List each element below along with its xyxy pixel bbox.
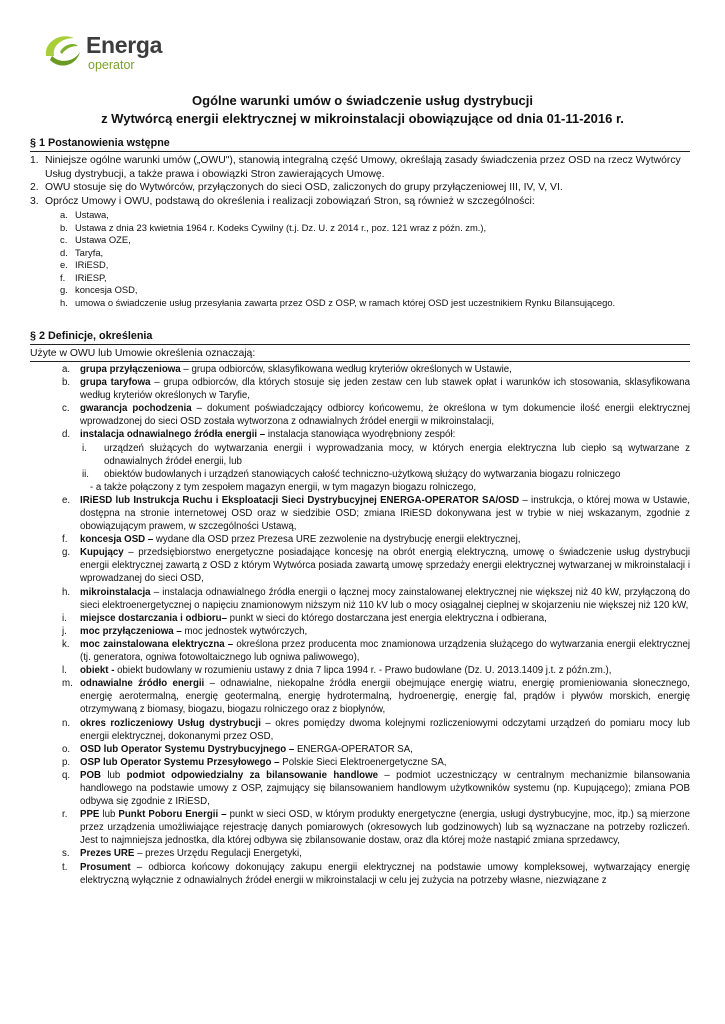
definition-term: moc przyłączeniowa –	[80, 625, 182, 637]
definition-item	[30, 677, 690, 716]
definition-text: instalacja stanowiąca wyodrębniony zespół:	[265, 429, 456, 441]
definition-term: koncesja OSD –	[80, 534, 154, 546]
section-1-item	[30, 195, 690, 310]
list-item	[45, 234, 690, 247]
item-letter: b.	[62, 377, 71, 389]
definition-text: – instrukcja, o której mowa w Ustawie, dostępna na stronie internetowej OSD oraz w siedzibie OSD; zmiana IRiESD dokonywana jest w trybie w niej wskazanym, zgodnie z obowiązującym prawem, w szczególności Ustawą,	[80, 494, 690, 533]
item-letter: h.	[62, 586, 71, 598]
section-2-intro: Użyte w OWU lub Umowie określenia oznaczają:	[30, 347, 690, 362]
definition-item	[30, 376, 690, 402]
definition-item	[30, 586, 690, 612]
definition-text: – grupa odbiorców, sklasyfikowana według kryteriów określonych w Ustawie,	[180, 363, 512, 375]
item-letter: k.	[62, 638, 70, 650]
definition-text: – dokument poświadczający odbiorcy końcowemu, że określona w tym dokumencie ilość energii elektrycznej wprowadzonej do sieci OSD została wytworzona z odnawialnych źródeł energii w mikroinstalacji,	[80, 403, 691, 428]
item-letter: g.	[60, 284, 68, 296]
logo-brand: Energa	[86, 32, 163, 58]
definition-term: Prosument	[80, 861, 131, 873]
title-line-2: z Wytwórcą energii elektrycznej w mikroinstalacji obowiązujące od dnia 01-11-2016 r.	[101, 111, 624, 126]
definition-item	[30, 363, 690, 376]
item-text: obiektów budowlanych i urządzeń stanowiących całość techniczno-użytkową służący do wytwarzania biogazu rolniczego	[104, 468, 621, 480]
definition-term: IRiESD lub Instrukcja Ruchu i Eksploatacji Sieci Dystrybucyjnej ENERGA-OPERATOR SA/OSD	[80, 494, 520, 506]
definition-d-tail: - a także połączony z tym zespołem magazyn energii, w tym magazyn biogazu rolniczego,	[90, 481, 477, 493]
item-letter: l.	[62, 665, 67, 677]
definition-text: – okres pomiędzy dwoma kolejnymi rozliczeniowymi odczytami urządzeń do pomiaru mocy lub energii elektrycznej, dokonanymi przez OSD,	[80, 717, 690, 742]
section-1-sublist	[45, 209, 690, 309]
definition-term: instalacja odnawialnego źródła energii –	[80, 429, 266, 441]
logo-sub: operator	[88, 58, 135, 72]
list-item	[45, 247, 690, 260]
definition-term: miejsce dostarczania i odbioru–	[80, 612, 227, 624]
item-numeral: i.	[82, 442, 87, 454]
definition-term: moc zainstalowana elektryczna –	[80, 638, 234, 650]
definition-text: – instalacja odnawialnego źródła energii o łącznej mocy zainstalowanej elektrycznej nie większej niż 40 kW, przyłączoną do sieci elektroenergetycznej o napięciu znamionowym niższym niż 110 kV lub o mocy osiągalnej cieplnej w skojarzeniu nie większej niż 120 kW,	[80, 586, 690, 611]
item-text: Ustawa OZE,	[75, 234, 131, 246]
section-1-heading: § 1 Postanowienia wstępne	[30, 136, 690, 152]
item-letter: a.	[62, 363, 71, 375]
energa-swoosh-icon	[40, 30, 84, 74]
item-letter: e.	[62, 494, 71, 506]
item-letter: e.	[60, 259, 68, 271]
definition-item	[30, 612, 690, 625]
item-number: 3.	[30, 195, 39, 207]
item-letter: b.	[60, 221, 68, 233]
definition-term: gwarancja pochodzenia	[80, 403, 192, 415]
definition-d-sublist	[80, 442, 690, 481]
definition-item	[30, 664, 690, 677]
list-item	[80, 468, 690, 481]
definition-text: Polskie Sieci Elektroenergetyczne SA,	[279, 756, 447, 768]
definition-term: grupa przyłączeniowa	[80, 363, 181, 375]
definition-term: Kupujący	[80, 547, 124, 559]
item-letter: f.	[62, 534, 68, 546]
definition-item	[30, 494, 690, 533]
definition-text: obiekt budowlany w rozumieniu ustawy z dnia 7 lipca 1994 r. - Prawo budowlane (Dz. U. 2013.1409 j.t. z późn.zm.),	[114, 665, 612, 677]
list-item	[45, 272, 690, 285]
document-body	[30, 136, 690, 887]
definition-item	[30, 808, 690, 847]
list-item	[45, 222, 690, 235]
definition-item	[30, 861, 690, 887]
definition-text: – przedsiębiorstwo energetyczne posiadające koncesję na obrót energią elektryczną, umowę o świadczenie usług dystrybucji energii elektrycznej zawartą z OSD z którym Wytwórca posiada zawartą umowę sprzedaży energii elektrycznej wytwarzanej w mikroinstalacji i wprowadzanej do sieci OSD,	[80, 547, 690, 585]
definition-text: – podmiot uczestniczący w centralnym mechanizmie bilansowania handlowego na podstawie umowy z OSP, zajmujący się bilansowaniem handlowym użytkowników systemu (np. Kupującego); zmiana POB odbywa się zgodnie z IRiESD,	[80, 769, 691, 808]
item-text: koncesja OSD,	[75, 284, 138, 296]
section-2-heading: § 2 Definicje, określenia	[30, 329, 690, 345]
item-letter: a.	[60, 209, 68, 221]
item-letter: o.	[62, 743, 71, 755]
definition-term: OSD lub Operator Systemu Dystrybucyjnego –	[80, 743, 295, 755]
definition-item	[30, 743, 690, 756]
definition-text: ENERGA-OPERATOR SA,	[294, 743, 413, 755]
section-1-item	[30, 181, 690, 195]
list-item	[45, 297, 690, 310]
list-item	[80, 442, 690, 468]
definition-text: wydane dla OSD przez Prezesa URE zezwolenie na dystrybucję energii elektrycznej,	[153, 534, 521, 546]
item-letter: i.	[62, 612, 67, 624]
definition-text: – odbiorca końcowy dokonujący zakupu energii elektrycznej na podstawie umowy kompleksowej, wytwarzający energię elektryczną wyłącznie z odnawialnych źródeł energii w mikroinstalacji w celu jej zużycia na potrzeby własne, niezwiązane z	[80, 861, 690, 886]
definition-term: OSP lub Operator Systemu Przesyłowego –	[80, 756, 280, 768]
item-letter: h.	[60, 296, 68, 308]
section-1-list	[30, 154, 690, 309]
definition-item	[30, 546, 690, 585]
definition-term: Punkt Poboru Energii –	[118, 809, 227, 821]
title-line-1: Ogólne warunki umów o świadczenie usług dystrybucji	[192, 93, 533, 108]
definition-text: – grupa odbiorców, dla których stosuje się jeden zestaw cen lub stawek opłat i warunków ich stosowania, sklasyfikowana według kryteriów określonych w Taryfie,	[80, 377, 690, 402]
list-item	[45, 284, 690, 297]
definition-text: lub	[99, 809, 119, 821]
section-1-item	[30, 154, 690, 181]
item-text: Ustawa,	[75, 209, 109, 221]
definitions-list	[30, 363, 690, 887]
item-number: 2.	[30, 182, 39, 194]
energa-operator-logo	[40, 30, 170, 78]
definition-text: określona przez producenta moc znamionowa urządzenia służącego do wytwarzania energii elektrycznej (tj. generatora, ogniwa fotowoltaicznego lub ogniwa paliwowego),	[80, 638, 690, 664]
definition-text: – odnawialne, niekopalne źródła energii obejmujące energię wiatru, energię promieniowania słonecznego, energię aerotermalną, energię geotermalną, energię hydrotermalną, hydroenergię, energię fal, prądów i pływów morskich, energię otrzymywaną z biomasy, biogazu, biogazu rolniczego oraz z biopłynów,	[80, 678, 690, 716]
item-letter: c.	[60, 234, 68, 246]
definition-item	[30, 717, 690, 743]
definition-term: PPE	[80, 809, 100, 821]
item-letter: g.	[62, 547, 71, 559]
definition-item	[30, 756, 690, 769]
item-letter: j.	[62, 625, 67, 637]
item-text: Taryfa,	[75, 246, 104, 258]
item-text: umowa o świadczenie usług przesyłania zawarta przez OSD z OSP, w ramach której OSD jest uczestnikiem Rynku Bilansującego.	[75, 296, 616, 308]
item-letter: d.	[62, 429, 71, 441]
item-letter: r.	[62, 809, 68, 821]
list-item	[45, 259, 690, 272]
definition-term: grupa taryfowa	[80, 377, 151, 389]
document-title	[30, 92, 695, 128]
item-letter: t.	[62, 861, 68, 873]
definition-term: Prezes URE	[80, 848, 135, 860]
definition-text: punkt w sieci do którego dostarczana jest energia elektryczna i odbierana,	[226, 612, 547, 624]
item-letter: s.	[62, 848, 70, 860]
definition-text: – prezes Urzędu Regulacji Energetyki,	[134, 848, 302, 860]
item-letter: d.	[60, 246, 68, 258]
definition-item	[30, 428, 690, 493]
item-letter: c.	[62, 403, 70, 415]
definition-item	[30, 769, 690, 808]
item-number: 1.	[30, 155, 39, 166]
definition-term: odnawialne źródło energii	[80, 678, 205, 690]
item-text: OWU stosuje się do Wytwórców, przyłączonych do sieci OSD, zaliczonych do grupy przyłączeniowej III, IV, V, VI.	[45, 182, 563, 194]
definition-term: POB	[80, 769, 101, 781]
list-item	[45, 209, 690, 222]
definition-text: lub	[101, 769, 127, 781]
definition-item	[30, 625, 690, 638]
item-text: Ustawa z dnia 23 kwietnia 1964 r. Kodeks Cywilny (t.j. Dz. U. z 2014 r., poz. 121 wraz z późn. zm.),	[75, 221, 487, 233]
item-letter: f.	[60, 271, 66, 283]
item-letter: n.	[62, 717, 71, 729]
item-text: urządzeń służących do wytwarzania energii i wyprowadzania mocy, w których energia elektryczna lub ciepło są wytwarzane z odnawialnych źródeł energii, lub	[104, 442, 690, 467]
definition-item	[30, 533, 690, 546]
definition-item	[30, 638, 690, 664]
item-text: IRiESP,	[75, 271, 107, 283]
definition-term: obiekt -	[80, 665, 115, 677]
definition-term: mikroinstalacja	[80, 586, 151, 598]
definition-term: podmiot odpowiedzialny za bilansowanie handlowe	[126, 769, 379, 781]
definition-item	[30, 847, 690, 860]
item-letter: m.	[62, 678, 73, 690]
definition-item	[30, 402, 690, 428]
item-text: Oprócz Umowy i OWU, podstawą do określenia i realizacji zobowiązań Stron, są również w szczególności:	[45, 195, 535, 207]
item-text: Niniejsze ogólne warunki umów („OWU"), stanowią integralną część Umowy, określają zasady świadczenia przez OSD na rzecz Wytwórcy Usług dystrybucji, a także prawa i obowiązki Stron zawierających Umowę.	[45, 155, 681, 180]
item-letter: p.	[62, 756, 71, 768]
definition-term: okres rozliczeniowy Usług dystrybucji	[80, 717, 261, 729]
definition-text: punkt w sieci OSD, w którym produkty energetyczne (energia, usługi dystrybucyjne, moc, itp.) są mierzone przez urządzenia umożliwiające rejestrację danych pomiarowych (okresowych lub godzinowych) lub są wyznaczane na potrzeby rozliczeń. Jest to najmniejsza jednostka, dla której odbywa się zbilansowanie dostaw, oraz dla której może nastąpić zmiana sprzedawcy,	[80, 809, 690, 847]
item-numeral: ii.	[82, 468, 89, 480]
definition-text: moc jednostek wytwórczych,	[181, 625, 308, 637]
item-letter: q.	[62, 769, 71, 781]
item-text: IRiESD,	[75, 259, 109, 271]
